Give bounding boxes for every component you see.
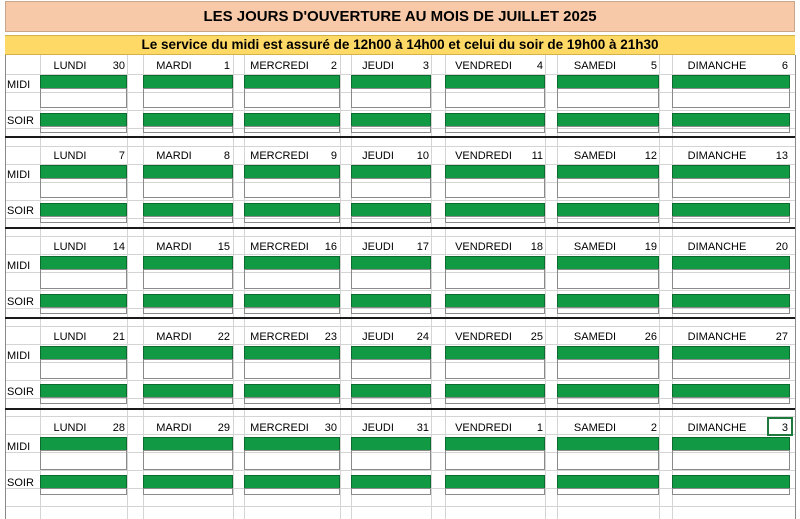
midi-open-slot[interactable] (445, 165, 545, 179)
midi-empty-cell[interactable] (557, 178, 659, 198)
midi-open-slot[interactable] (351, 437, 431, 451)
midi-empty-cell[interactable] (351, 269, 431, 289)
midi-open-slot[interactable] (40, 256, 127, 270)
midi-open-slot[interactable] (557, 437, 659, 451)
soir-open-slot[interactable] (672, 113, 790, 127)
soir-empty-cell[interactable] (557, 397, 659, 404)
week-separator (5, 317, 795, 319)
midi-open-slot[interactable] (351, 256, 431, 270)
soir-empty-cell[interactable] (143, 307, 233, 314)
service-hours-banner: Le service du midi est assuré de 12h00 à 14h00 et celui du soir de 19h00 à 21h30 (5, 35, 795, 55)
row-label-midi: MIDI (7, 79, 31, 91)
day-name: VENDREDI (455, 422, 512, 434)
soir-open-slot[interactable] (244, 113, 340, 127)
day-number: 18 (530, 241, 543, 253)
row-label-midi: MIDI (7, 260, 31, 272)
gridline (5, 506, 795, 507)
soir-open-slot[interactable] (143, 113, 233, 127)
soir-empty-cell[interactable] (351, 216, 431, 223)
day-name: JEUDI (362, 60, 394, 72)
gridline (340, 55, 341, 519)
midi-open-slot[interactable] (40, 437, 127, 451)
day-number: 29 (217, 422, 230, 434)
day-number: 9 (330, 150, 337, 162)
soir-open-slot[interactable] (557, 113, 659, 127)
day-number: 27 (775, 331, 788, 343)
day-number: 30 (324, 422, 337, 434)
soir-empty-cell[interactable] (672, 397, 790, 404)
day-number: 21 (112, 331, 125, 343)
soir-empty-cell[interactable] (40, 397, 127, 404)
midi-open-slot[interactable] (143, 437, 233, 451)
day-name: JEUDI (362, 150, 394, 162)
soir-empty-cell[interactable] (445, 216, 545, 223)
day-name: SAMEDI (573, 150, 617, 162)
soir-empty-cell[interactable] (445, 488, 545, 495)
soir-empty-cell[interactable] (244, 397, 340, 404)
day-number: 6 (781, 60, 788, 72)
sheet-right-border (795, 55, 796, 519)
gridline (5, 470, 795, 471)
soir-open-slot[interactable] (244, 294, 340, 308)
gridline (5, 344, 795, 345)
midi-empty-cell[interactable] (672, 450, 790, 470)
midi-empty-cell[interactable] (445, 88, 545, 108)
day-name: VENDREDI (455, 150, 512, 162)
day-number: 22 (217, 331, 230, 343)
midi-empty-cell[interactable] (40, 269, 127, 289)
day-number: 20 (775, 241, 788, 253)
soir-empty-cell[interactable] (40, 126, 127, 133)
day-name: SAMEDI (573, 331, 617, 343)
week-separator (5, 227, 795, 229)
soir-open-slot[interactable] (445, 294, 545, 308)
soir-open-slot[interactable] (672, 203, 790, 217)
day-name: DIMANCHE (687, 241, 747, 253)
soir-open-slot[interactable] (143, 475, 233, 489)
day-name: LUNDI (53, 241, 87, 253)
soir-empty-cell[interactable] (143, 216, 233, 223)
midi-open-slot[interactable] (143, 75, 233, 89)
soir-open-slot[interactable] (672, 384, 790, 398)
gridline (5, 416, 795, 417)
day-name: MARDI (156, 241, 192, 253)
soir-open-slot[interactable] (445, 475, 545, 489)
midi-empty-cell[interactable] (244, 88, 340, 108)
midi-empty-cell[interactable] (351, 178, 431, 198)
row-label-midi: MIDI (7, 441, 31, 453)
day-number: 28 (112, 422, 125, 434)
midi-open-slot[interactable] (557, 165, 659, 179)
day-name: MARDI (156, 60, 192, 72)
row-label-soir: SOIR (7, 477, 34, 489)
day-number: 30 (112, 60, 125, 72)
soir-empty-cell[interactable] (445, 397, 545, 404)
soir-open-slot[interactable] (557, 203, 659, 217)
midi-open-slot[interactable] (557, 346, 659, 360)
day-name: LUNDI (53, 422, 87, 434)
day-name: MERCREDI (250, 60, 309, 72)
day-number: 11 (531, 150, 543, 162)
day-number: 8 (223, 150, 230, 162)
midi-open-slot[interactable] (557, 75, 659, 89)
day-number: 16 (324, 241, 337, 253)
gridline (233, 55, 234, 519)
midi-open-slot[interactable] (40, 346, 127, 360)
soir-open-slot[interactable] (244, 475, 340, 489)
day-name: SAMEDI (573, 241, 617, 253)
day-name: JEUDI (362, 241, 394, 253)
soir-open-slot[interactable] (244, 384, 340, 398)
soir-empty-cell[interactable] (557, 216, 659, 223)
soir-open-slot[interactable] (351, 203, 431, 217)
soir-open-slot[interactable] (445, 384, 545, 398)
soir-empty-cell[interactable] (557, 488, 659, 495)
day-number: 14 (112, 241, 125, 253)
midi-open-slot[interactable] (351, 165, 431, 179)
midi-empty-cell[interactable] (351, 450, 431, 470)
midi-open-slot[interactable] (672, 437, 790, 451)
day-number: 17 (416, 241, 429, 253)
row-label-soir: SOIR (7, 205, 34, 217)
midi-empty-cell[interactable] (351, 359, 431, 379)
soir-open-slot[interactable] (143, 203, 233, 217)
soir-open-slot[interactable] (143, 384, 233, 398)
midi-empty-cell[interactable] (40, 359, 127, 379)
day-number: 31 (416, 422, 429, 434)
row-label-soir: SOIR (7, 386, 34, 398)
day-name: MARDI (156, 422, 192, 434)
day-name: VENDREDI (455, 60, 512, 72)
soir-empty-cell[interactable] (244, 216, 340, 223)
day-name: MERCREDI (250, 150, 309, 162)
midi-open-slot[interactable] (672, 346, 790, 360)
midi-empty-cell[interactable] (445, 269, 545, 289)
day-name: MARDI (156, 331, 192, 343)
week-separator (5, 136, 795, 138)
gridline (545, 55, 546, 519)
soir-open-slot[interactable] (40, 384, 127, 398)
day-number: 10 (416, 150, 429, 162)
midi-open-slot[interactable] (40, 165, 127, 179)
day-number: 24 (416, 331, 429, 343)
day-name: MERCREDI (250, 241, 309, 253)
midi-empty-cell[interactable] (40, 178, 127, 198)
day-name: SAMEDI (573, 60, 617, 72)
soir-open-slot[interactable] (351, 384, 431, 398)
midi-empty-cell[interactable] (143, 269, 233, 289)
midi-open-slot[interactable] (445, 256, 545, 270)
soir-open-slot[interactable] (143, 294, 233, 308)
day-name: SAMEDI (573, 422, 617, 434)
midi-open-slot[interactable] (143, 165, 233, 179)
midi-open-slot[interactable] (672, 256, 790, 270)
midi-open-slot[interactable] (445, 75, 545, 89)
day-number: 3 (781, 422, 788, 434)
sheet-left-border (5, 55, 6, 519)
midi-empty-cell[interactable] (672, 88, 790, 108)
soir-empty-cell[interactable] (40, 307, 127, 314)
day-name: DIMANCHE (687, 60, 747, 72)
soir-open-slot[interactable] (244, 203, 340, 217)
midi-empty-cell[interactable] (672, 178, 790, 198)
soir-open-slot[interactable] (672, 475, 790, 489)
day-number: 7 (118, 150, 125, 162)
midi-empty-cell[interactable] (40, 450, 127, 470)
midi-open-slot[interactable] (40, 75, 127, 89)
gridline (659, 55, 660, 519)
midi-empty-cell[interactable] (143, 450, 233, 470)
soir-empty-cell[interactable] (143, 397, 233, 404)
soir-empty-cell[interactable] (40, 216, 127, 223)
midi-empty-cell[interactable] (557, 269, 659, 289)
soir-empty-cell[interactable] (351, 488, 431, 495)
soir-open-slot[interactable] (557, 294, 659, 308)
midi-open-slot[interactable] (244, 346, 340, 360)
soir-open-slot[interactable] (445, 203, 545, 217)
midi-open-slot[interactable] (143, 256, 233, 270)
midi-open-slot[interactable] (557, 256, 659, 270)
midi-empty-cell[interactable] (244, 178, 340, 198)
midi-open-slot[interactable] (672, 75, 790, 89)
day-number: 12 (644, 150, 657, 162)
day-number: 2 (650, 422, 657, 434)
soir-empty-cell[interactable] (557, 307, 659, 314)
midi-empty-cell[interactable] (351, 88, 431, 108)
midi-empty-cell[interactable] (557, 450, 659, 470)
gridline (5, 380, 795, 381)
midi-open-slot[interactable] (445, 346, 545, 360)
day-name: MERCREDI (250, 331, 309, 343)
day-name: MERCREDI (250, 422, 309, 434)
midi-open-slot[interactable] (351, 346, 431, 360)
day-number: 1 (536, 422, 543, 434)
midi-empty-cell[interactable] (672, 359, 790, 379)
day-number: 4 (536, 60, 543, 72)
soir-empty-cell[interactable] (244, 126, 340, 133)
midi-empty-cell[interactable] (557, 88, 659, 108)
day-number: 23 (324, 331, 337, 343)
midi-empty-cell[interactable] (244, 359, 340, 379)
soir-empty-cell[interactable] (351, 397, 431, 404)
soir-open-slot[interactable] (351, 475, 431, 489)
midi-empty-cell[interactable] (143, 359, 233, 379)
soir-open-slot[interactable] (351, 294, 431, 308)
soir-empty-cell[interactable] (445, 307, 545, 314)
soir-empty-cell[interactable] (351, 307, 431, 314)
soir-open-slot[interactable] (557, 384, 659, 398)
day-number: 19 (644, 241, 657, 253)
soir-open-slot[interactable] (40, 475, 127, 489)
row-label-soir: SOIR (7, 296, 34, 308)
gridline (5, 146, 795, 147)
midi-empty-cell[interactable] (672, 269, 790, 289)
midi-empty-cell[interactable] (244, 450, 340, 470)
gridline (5, 254, 795, 255)
day-name: JEUDI (362, 331, 394, 343)
midi-open-slot[interactable] (244, 75, 340, 89)
day-number: 25 (530, 331, 543, 343)
day-number: 13 (775, 150, 788, 162)
day-number: 5 (650, 60, 657, 72)
day-name: DIMANCHE (687, 422, 747, 434)
soir-empty-cell[interactable] (143, 488, 233, 495)
midi-open-slot[interactable] (244, 437, 340, 451)
day-number: 3 (422, 60, 429, 72)
soir-open-slot[interactable] (445, 113, 545, 127)
soir-empty-cell[interactable] (557, 126, 659, 133)
day-name: VENDREDI (455, 331, 512, 343)
gridline (5, 290, 795, 291)
midi-open-slot[interactable] (244, 256, 340, 270)
soir-open-slot[interactable] (351, 113, 431, 127)
midi-empty-cell[interactable] (40, 88, 127, 108)
soir-open-slot[interactable] (557, 475, 659, 489)
day-number: 26 (644, 331, 657, 343)
soir-open-slot[interactable] (40, 294, 127, 308)
soir-open-slot[interactable] (672, 294, 790, 308)
midi-empty-cell[interactable] (557, 359, 659, 379)
day-name: LUNDI (53, 60, 87, 72)
gridline (5, 200, 795, 201)
midi-empty-cell[interactable] (143, 178, 233, 198)
day-name: MARDI (156, 150, 192, 162)
day-name: DIMANCHE (687, 150, 747, 162)
day-number: 1 (223, 60, 230, 72)
soir-empty-cell[interactable] (672, 216, 790, 223)
midi-empty-cell[interactable] (445, 178, 545, 198)
midi-empty-cell[interactable] (143, 88, 233, 108)
row-label-midi: MIDI (7, 169, 31, 181)
soir-empty-cell[interactable] (244, 307, 340, 314)
midi-empty-cell[interactable] (445, 450, 545, 470)
soir-empty-cell[interactable] (244, 488, 340, 495)
soir-empty-cell[interactable] (672, 126, 790, 133)
gridline (5, 236, 795, 237)
day-number: 2 (330, 60, 337, 72)
day-name: LUNDI (53, 331, 87, 343)
gridline (5, 326, 795, 327)
row-label-soir: SOIR (7, 115, 34, 127)
soir-empty-cell[interactable] (40, 488, 127, 495)
midi-empty-cell[interactable] (244, 269, 340, 289)
day-name: LUNDI (53, 150, 87, 162)
midi-open-slot[interactable] (351, 75, 431, 89)
soir-empty-cell[interactable] (143, 126, 233, 133)
soir-empty-cell[interactable] (445, 126, 545, 133)
midi-empty-cell[interactable] (445, 359, 545, 379)
day-name: VENDREDI (455, 241, 512, 253)
day-name: DIMANCHE (687, 331, 747, 343)
soir-empty-cell[interactable] (672, 307, 790, 314)
soir-open-slot[interactable] (40, 113, 127, 127)
day-name: JEUDI (362, 422, 394, 434)
soir-open-slot[interactable] (40, 203, 127, 217)
day-number: 15 (217, 241, 230, 253)
gridline (431, 55, 432, 519)
midi-open-slot[interactable] (143, 346, 233, 360)
soir-empty-cell[interactable] (672, 488, 790, 495)
midi-open-slot[interactable] (672, 165, 790, 179)
midi-open-slot[interactable] (445, 437, 545, 451)
week-separator (5, 408, 795, 410)
soir-empty-cell[interactable] (351, 126, 431, 133)
gridline (5, 110, 795, 111)
midi-open-slot[interactable] (244, 165, 340, 179)
gridline (127, 55, 128, 519)
row-label-midi: MIDI (7, 350, 31, 362)
page-title: LES JOURS D'OUVERTURE AU MOIS DE JUILLET 2025 (5, 1, 795, 32)
